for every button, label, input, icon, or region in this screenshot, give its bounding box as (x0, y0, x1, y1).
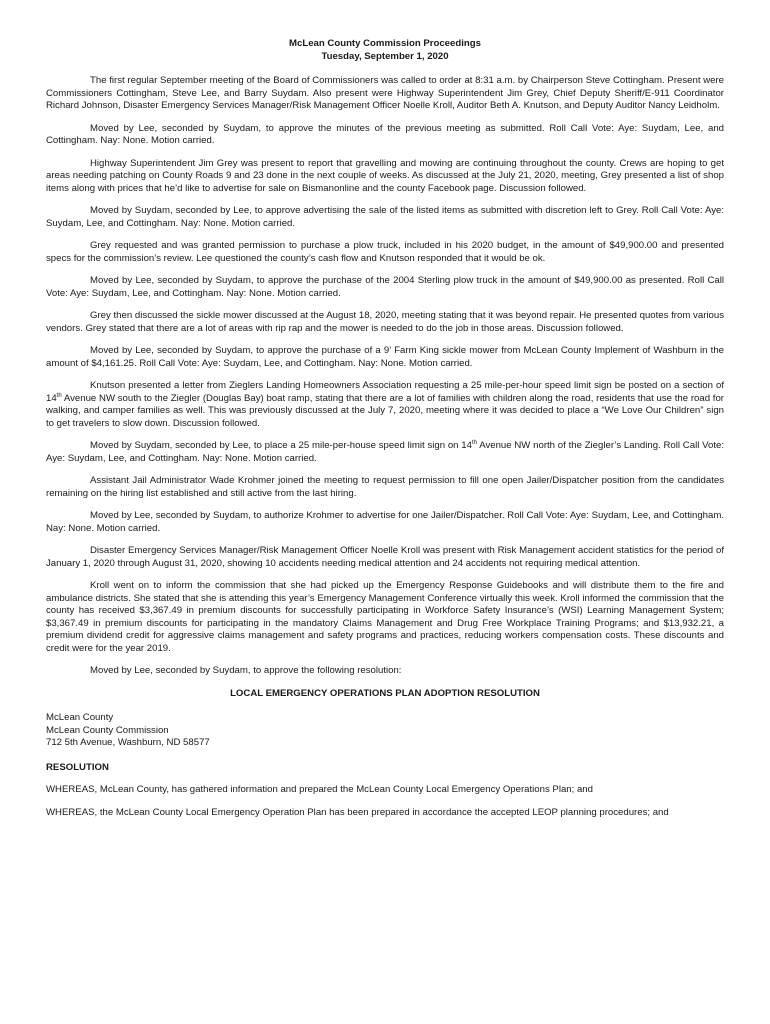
paragraph-resolution-motion: Moved by Lee, seconded by Suydam, to approve the following resolution: (90, 665, 402, 676)
paragraph-jailer-request: Assistant Jail Administrator Wade Krohmer joined the meeting to request permission to fill one open Jailer/Dispatcher position from the candidates remaining on the hiring list established and still active from the last hiring. (46, 475, 724, 499)
address-line: McLean County (46, 712, 114, 723)
resolution-label: RESOLUTION (46, 761, 109, 773)
address-block (46, 712, 724, 750)
paragraph-minutes-motion: Moved by Lee, seconded by Suydam, to approve the minutes of the previous meeting as submitted. Roll Call Vote: Aye: Suydam, Lee, and Cottingham. Nay: None. Motion carried. (46, 122, 724, 146)
paragraph-speed-limit-motion: Moved by Suydam, seconded by Lee, to place a 25 mile-per-house speed limit sign on 14th Avenue NW north of the Ziegler’s Landing. Roll Call Vote: Aye: Suydam, Lee, and Cottingham. Nay: None. Motion carried. (46, 439, 724, 464)
resolution-heading: LOCAL EMERGENCY OPERATIONS PLAN ADOPTION RESOLUTION (230, 687, 540, 699)
paragraph-speed-limit-letter: Knutson presented a letter from Zieglers Landing Homeowners Association requesting a 25 mile-per-hour speed limit sign be posted on a section of 14th Avenue NW south to the Ziegler (Douglas Bay) boat ramp, stating that there are a lot of families with children along the road, residents that use the road for walking, and camper families as well. This was previously discussed at the July 7, 2020, meeting where it was decided to place a “We Love Our Children” sign to get travelers to slow down. Discussion followed. (46, 380, 724, 429)
address-line: McLean County Commission (46, 724, 169, 736)
whereas-clause: WHEREAS, the McLean County Local Emergency Operation Plan has been prepared in accordance the accepted LEOP planning procedures; and (46, 806, 669, 818)
paragraph-advertising-motion: Moved by Suydam, seconded by Lee, to approve advertising the sale of the listed items as submitted with discretion left to Grey. Roll Call Vote: Aye: Suydam, Lee, and Cottingham. Nay: None. Motion carried. (46, 205, 724, 229)
paragraph-mower-motion: Moved by Lee, seconded by Suydam, to approve the purchase of a 9’ Farm King sickle mower from McLean County Implement of Washburn in the amount of $4,161.25. Roll Call Vote: Aye: Suydam, Lee, and Cottingham. Nay: None. Motion carried. (46, 345, 724, 369)
paragraph-jailer-motion: Moved by Lee, seconded by Suydam, to authorize Krohmer to advertise for one Jailer/Dispatcher. Roll Call Vote: Aye: Suydam, Lee, and Cottingham. Nay: None. Motion carried. (46, 510, 724, 534)
document-date: Tuesday, September 1, 2020 (321, 50, 449, 62)
paragraph-plow-truck: Grey requested and was granted permission to purchase a plow truck, included in his 2020 budget, in the amount of $49,900.00 and presented specs for the commission’s review. Lee questioned the county’s cash flow and Knutson responded that it would be ok. (46, 240, 724, 264)
paragraph-plow-motion: Moved by Lee, seconded by Suydam, to approve the purchase of the 2004 Sterling plow truck in the amount of $49,900.00 as presented. Roll Call Vote: Aye: Suydam, Lee, and Cottingham. Nay: None. Motion carried. (46, 275, 724, 299)
address-line: 712 5th Avenue, Washburn, ND 58577 (46, 737, 210, 748)
whereas-clause: WHEREAS, McLean County, has gathered information and prepared the McLean County Local Emergency Operations Plan; and (46, 784, 593, 795)
paragraph-highway-report: Highway Superintendent Jim Grey was present to report that gravelling and mowing are continuing throughout the county. Crews are hoping to get areas needing patching on County Roads 9 and 23 done in the next couple of weeks. As discussed at the July 21, 2020, meeting, Grey presented a list of shop items along with prices that he’d like to advertise for sale on Bismanonline and the county Facebook page. Discussion followed. (46, 157, 724, 194)
paragraph-opening: The first regular September meeting of the Board of Commissioners was called to order at 8:31 a.m. by Chairperson Steve Cottingham. Present were Commissioners Cottingham, Steve Lee, and Barry Suydam. Also present were Highway Superintendent Jim Grey, Chief Deputy Sheriff/E-911 Coordinator Richard Johnson, Disaster Emergency Services Manager/Risk Management Officer Noelle Kroll, Auditor Beth A. Knutson, and Deputy Auditor Nancy Leidholm. (46, 75, 724, 111)
paragraph-risk-statistics: Disaster Emergency Services Manager/Risk Management Officer Noelle Kroll was present with Risk Management accident statistics for the period of January 1, 2020 through August 31, 2020, showing 10 accidents needing medical attention and 24 accidents not requiring medical attention. (46, 545, 724, 569)
paragraph-kroll-update: Kroll went on to inform the commission that she had picked up the Emergency Response Guidebooks and will distribute them to the fire and ambulance districts. She stated that she is attending this year’s Emergency Management Conference virtually this week. Kroll informed the commission that the county has received $3,367.49 in premium discounts for successfully participating in Workforce Safety Insurance’s (WSI) Learning Management System; $3,367.49 in premium discounts for participating in the mandatory Claims Management and Drug Free Workplace Training Programs; and $13,932.21, a premium dividend credit for aggressive claims management and safety programs and practices, reducing workers compensation costs. These discounts and credit were for the year 2019. (46, 580, 724, 654)
document-title: McLean County Commission Proceedings (289, 38, 481, 49)
paragraph-sickle-mower: Grey then discussed the sickle mower discussed at the August 18, 2020, meeting stating that it was beyond repair. He presented quotes from various vendors. Grey stated that there are a lot of areas with rip rap and the mower is needed to do the job in those areas. Discussion followed. (46, 310, 724, 334)
